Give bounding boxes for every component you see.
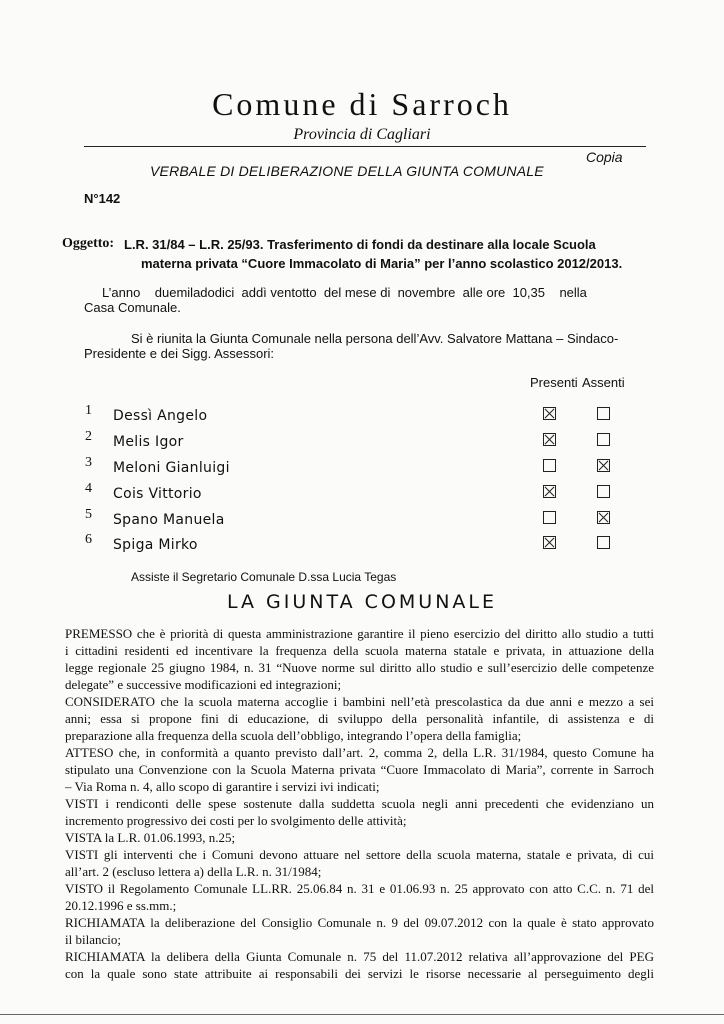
member-number: 3 [85, 455, 92, 470]
body-line: stipulato una Convenzione con la Scuola Materna privata “Cuore Immacolato di Maria”, corrente in Sarroch [65, 762, 654, 777]
verbale-heading: VERBALE DI DELIBERAZIONE DELLA GIUNTA COMUNALE [150, 163, 544, 179]
member-name: Spiga Mirko [113, 537, 198, 553]
body-line: delegate” e successive modificazioni ed integrazioni; [65, 677, 342, 692]
member-number: 6 [85, 532, 92, 547]
page-edge-divider [0, 1014, 724, 1015]
member-number: 4 [85, 481, 92, 496]
body-line: VISTI i rendiconti delle spese sostenute dalla suddetta scuola negli anni precedenti che evidenziano un [65, 796, 654, 811]
member-number: 1 [85, 403, 92, 418]
absent-checkbox [597, 536, 610, 549]
body-line: legge regionale 25 giugno 1984, n. 31 “Nuove norme sul diritto allo studio e sull’esercizio delle competenze [65, 660, 654, 675]
absent-checkbox [597, 407, 610, 420]
present-checkbox [543, 459, 556, 472]
member-name: Dessì Angelo [113, 408, 208, 424]
body-line: all’art. 2 (escluso lettera a) della L.R. n. 31/1984; [65, 864, 322, 879]
oggetto-line-2: materna privata “Cuore Immacolato di Maria” per l’anno scolastico 2012/2013. [141, 256, 623, 271]
secretary-line: Assiste il Segretario Comunale D.ssa Lucia Tegas [131, 570, 397, 584]
body-line: VISTI gli interventi che i Comuni devono attuare nel settore della scuola materna, statale e privata, di cui [65, 847, 654, 862]
present-checkbox [543, 511, 556, 524]
deliberation-number: N°142 [84, 191, 121, 206]
absent-checkbox [597, 459, 610, 472]
giunta-heading: LA GIUNTA COMUNALE [227, 591, 497, 613]
intro-line-1: L’anno duemiladodici addì ventotto del mese di novembre alle ore 10,35 nella [102, 285, 587, 300]
present-checkbox [543, 485, 556, 498]
present-checkbox [543, 536, 556, 549]
body-line: preparazione alla frequenza della scuola dell’obbligo, integrando l’opera della famiglia; [65, 728, 522, 743]
body-line: ATTESO che, in conformità a quanto previsto dall’art. 2, comma 2, della L.R. 31/1984, questo Comune ha [65, 745, 654, 760]
body-line: CONSIDERATO che la scuola materna accoglie i bambini nell’età prescolastica da due anni e mezzo a sei [65, 694, 654, 709]
oggetto-label: Oggetto: [62, 236, 115, 251]
body-line: RICHIAMATA la deliberazione del Consiglio Comunale n. 9 del 09.07.2012 con la quale è stato approvato [65, 915, 654, 930]
body-line: 20.12.1996 e ss.mm.; [65, 898, 177, 913]
body-line: il bilancio; [65, 932, 121, 947]
body-line: anni; essa si propone fini di educazione, di sviluppo della personalità infantile, di assistenza e di [65, 711, 654, 726]
absent-column-header: Assenti [582, 375, 625, 390]
intro-line-4: Presidente e dei Sigg. Assessori: [84, 346, 275, 361]
member-name: Melis Igor [113, 434, 184, 450]
member-name: Cois Vittorio [113, 486, 202, 502]
province-subtitle: Provincia di Cagliari [293, 126, 431, 143]
absent-checkbox [597, 433, 610, 446]
document-title: Comune di Sarroch [212, 86, 512, 122]
member-name: Spano Manuela [113, 512, 225, 528]
member-name: Meloni Gianluigi [113, 460, 230, 476]
body-line: – Via Roma n. 4, allo scopo di garantire i servizi ivi indicati; [65, 779, 380, 794]
present-checkbox [543, 407, 556, 420]
copia-label: Copia [586, 149, 623, 165]
body-line: RICHIAMATA la delibera della Giunta Comunale n. 75 del 11.07.2012 relativa all’approvazione del PEG [65, 949, 654, 964]
absent-checkbox [597, 485, 610, 498]
present-column-header: Presenti [530, 375, 578, 390]
header-divider [84, 146, 646, 147]
member-number: 2 [85, 429, 92, 444]
intro-line-2: Casa Comunale. [84, 300, 181, 315]
body-line: incremento progressivo dei costi per lo svolgimento delle attività; [65, 813, 407, 828]
oggetto-line-1: L.R. 31/84 – L.R. 25/93. Trasferimento di fondi da destinare alla locale Scuola [124, 237, 596, 252]
body-line: PREMESSO che è priorità di questa amministrazione garantire il pieno esercizio del diritto allo studio a tutti [65, 626, 654, 641]
body-line: con la quale sono state attribuite ai responsabili dei servizi le risorse necessarie al perseguimento degli [65, 966, 654, 981]
member-number: 5 [85, 507, 92, 522]
body-line: VISTO il Regolamento Comunale LL.RR. 25.06.84 n. 31 e 01.06.93 n. 25 approvato con atto C.C. n. 71 del [65, 881, 654, 896]
body-line: i cittadini residenti ed incentivare la frequenza della scuola materna statale e privata, in attuazione della [65, 643, 654, 658]
body-line: VISTA la L.R. 01.06.1993, n.25; [65, 830, 236, 845]
absent-checkbox [597, 511, 610, 524]
present-checkbox [543, 433, 556, 446]
intro-line-3: Si è riunita la Giunta Comunale nella persona dell’Avv. Salvatore Mattana – Sindaco- [131, 331, 619, 346]
